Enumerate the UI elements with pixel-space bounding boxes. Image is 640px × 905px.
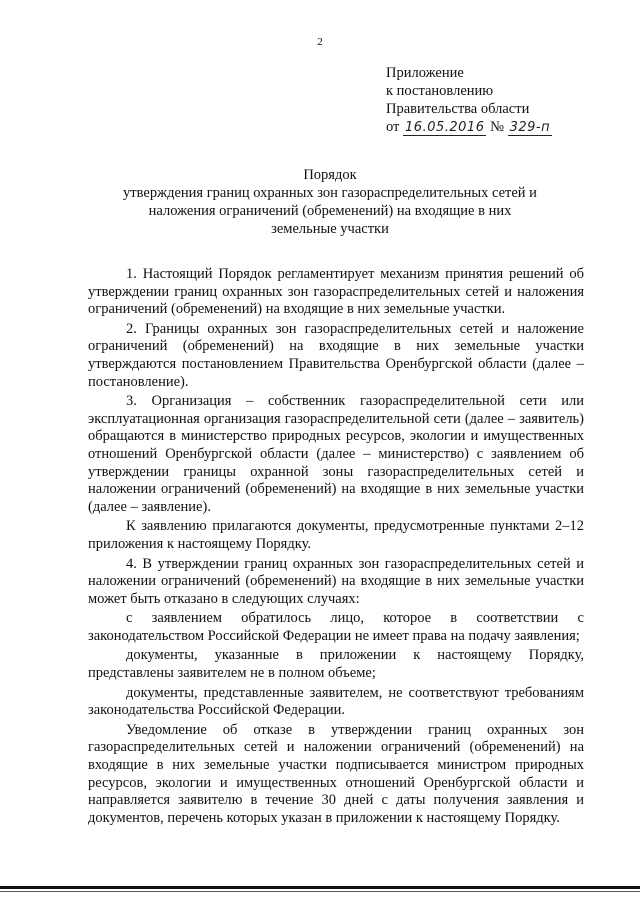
bottom-divider (0, 886, 640, 889)
document-body (88, 266, 584, 827)
title-line-3: наложения ограничений (обременений) на входящие в них (148, 203, 512, 219)
appendix-line-2: к постановлению (386, 83, 494, 99)
number-label: № (490, 119, 504, 135)
paragraph: 2. Границы охранных зон газораспределительных сетей и наложение ограничений (обременений) на входящие в них земельные участки утверждаются постановлением Правительства Оренбургской области (далее – постановление). (88, 320, 584, 390)
paragraph: документы, представленные заявителем, не соответствуют требованиям законодательства Российской Федерации. (88, 684, 584, 719)
title-line-1: Порядок (303, 167, 357, 183)
page-number: 2 (317, 36, 323, 48)
paragraph: 1. Настоящий Порядок регламентирует механизм принятия решений об утверждении границ охранных зон газораспределительных сетей и наложения ограничений (обременений) на входящие в них земельные участки. (88, 266, 584, 318)
paragraph: 4. В утверждении границ охранных зон газораспределительных сетей и наложении ограничений (обременений) на входящие в них земельные участки может быть отказано в следующих случаях: (88, 555, 584, 607)
appendix-line-1: Приложение (386, 65, 464, 81)
handwritten-number: 329-п (509, 120, 551, 135)
appendix-header (386, 64, 626, 137)
appendix-date-line (386, 118, 626, 137)
appendix-line-3: Правительства области (386, 101, 530, 117)
title-line-2: утверждения границ охранных зон газораспределительных сетей и (123, 185, 537, 201)
document-title (80, 166, 580, 238)
from-label: от (386, 119, 400, 135)
paragraph: Уведомление об отказе в утверждении границ охранных зон газораспределительных сетей и наложении ограничений (обременений) на входящие в них земельные участки подписывается министром природных ресурсов, экологии и имущественных отношений Оренбургской области и направляется заявителю в течение 30 дней с даты получения заявления и документов, перечень которых указан в приложении к настоящему Порядку. (88, 721, 584, 826)
bottom-divider-thin (0, 891, 640, 892)
paragraph: с заявлением обратилось лицо, которое в соответствии с законодательством Российской Федерации не имеет права на подачу заявления; (88, 610, 584, 644)
title-line-4: земельные участки (271, 221, 389, 237)
paragraph: документы, указанные в приложении к настоящему Порядку, представлены заявителем не в полном объеме; (88, 647, 584, 682)
paragraph: К заявлению прилагаются документы, предусмотренные пунктами 2–12 приложения к настоящему Порядку. (88, 518, 584, 552)
handwritten-date: 16.05.2016 (405, 120, 485, 135)
paragraph: 3. Организация – собственник газораспределительной сети или эксплуатационная организация газораспределительной сети (далее – заявитель) обращаются в министерство природных ресурсов, экологии и имущественных отношений Оренбургской области (далее – министерство) с заявлением об утверждении границы охранной зоны газораспределительных сетей и наложении ограничений (обременений) на входящие в них земельные участки (далее – заявление). (88, 393, 584, 515)
